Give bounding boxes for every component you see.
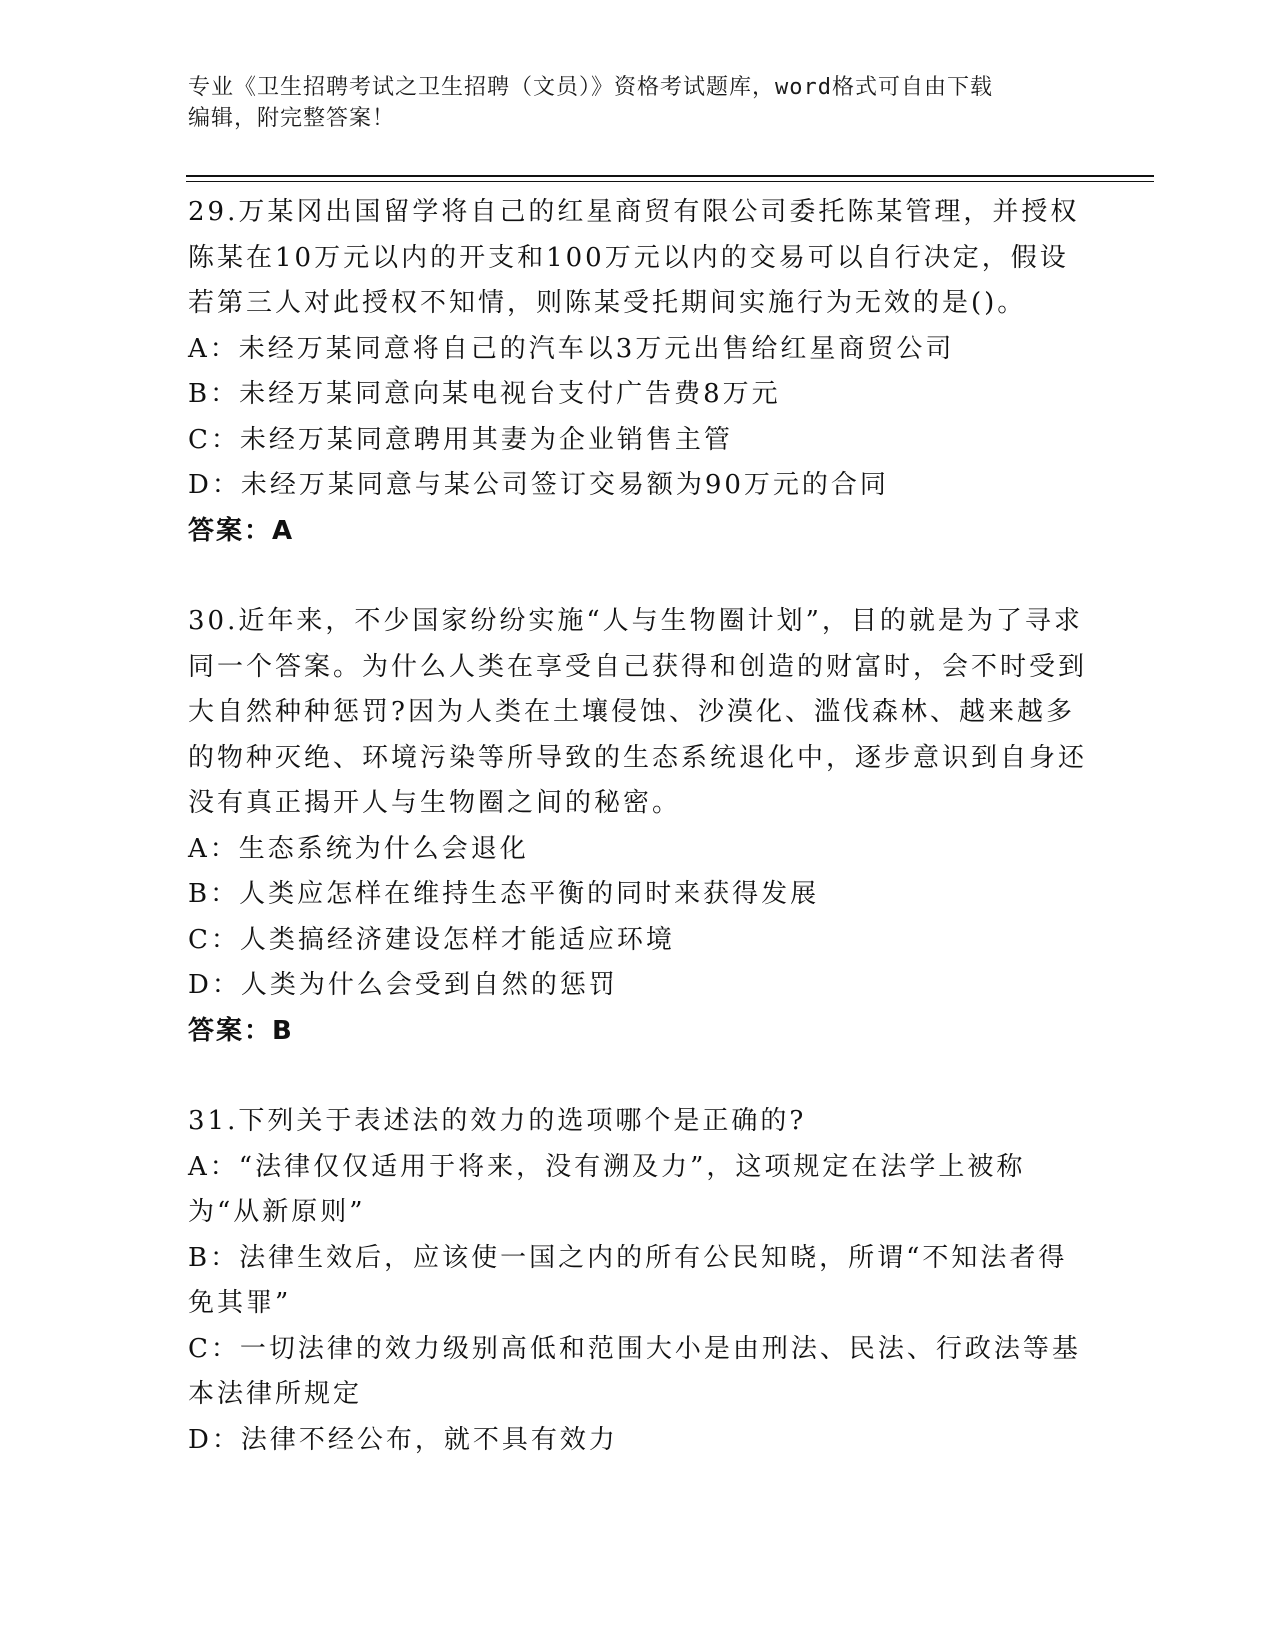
option-d: D：法律不经公布，就不具有效力 (188, 1424, 618, 1455)
question-30 (188, 599, 1088, 1054)
answer: 答案：B (188, 1015, 294, 1046)
option-a: A：未经万某同意将自己的汽车以3万元出售给红星商贸公司 (188, 333, 955, 364)
question-stem: 29.万某冈出国留学将自己的红星商贸有限公司委托陈某管理，并授权陈某在10万元以内的开支和100万元以内的交易可以自行决定，假设若第三人对此授权不知情，则陈某受托期间实施行为无效的是()。 (188, 197, 1080, 318)
header-line-1: 专业《卫生招聘考试之卫生招聘（文员）》资格考试题库，word格式可自由下载 (188, 75, 993, 100)
question-31 (188, 1099, 1088, 1463)
option-c: C：未经万某同意聘用其妻为企业销售主管 (188, 424, 733, 455)
option-a: A：生态系统为什么会退化 (188, 833, 529, 864)
header-line-2: 编辑，附完整答案！ (188, 106, 396, 131)
option-c: C：一切法律的效力级别高低和范围大小是由刑法、民法、行政法等基本法律所规定 (188, 1333, 1081, 1409)
option-d: D：人类为什么会受到自然的惩罚 (188, 970, 618, 1000)
option-a: A：“法律仅仅适用于将来，没有溯及力”，这项规定在法学上被称为“从新原则” (188, 1151, 1026, 1227)
question-stem: 31.下列关于表述法的效力的选项哪个是正确的? (188, 1106, 807, 1136)
option-c: C：人类搞经济建设怎样才能适应环境 (188, 924, 675, 955)
option-b: B：未经万某同意向某电视台支付广告费8万元 (188, 379, 781, 409)
header-divider-thick (186, 175, 1154, 177)
option-b: B：法律生效后，应该使一国之内的所有公民知晓，所谓“不知法者得免其罪” (188, 1242, 1068, 1318)
question-stem: 30.近年来，不少国家纷纷实施“人与生物圈计划”，目的就是为了寻求同一个答案。为什么人类在享受自己获得和创造的财富时，会不时受到大自然种种惩罚?因为人类在土壤侵蚀、沙漠化、滥伐森林、越来越多的物种灭绝、环境污染等所导致的生态系统退化中，逐步意识到自身还没有真正揭开人与生物圈之间的秘密。 (188, 606, 1088, 818)
question-29 (188, 190, 1088, 554)
question-list (188, 190, 1088, 1463)
option-b: B：人类应怎样在维持生态平衡的同时来获得发展 (188, 879, 820, 909)
header-divider-thin (186, 181, 1154, 182)
option-d: D：未经万某同意与某公司签订交易额为90万元的合同 (188, 470, 889, 500)
document-header (188, 72, 1088, 134)
answer: 答案：A (188, 515, 295, 546)
